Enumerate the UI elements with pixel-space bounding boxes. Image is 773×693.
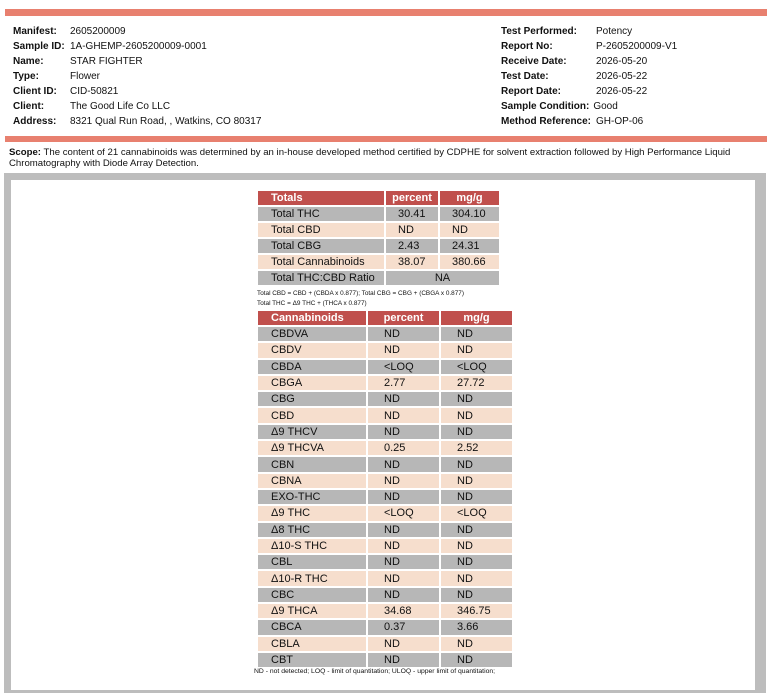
info-label: Manifest: (13, 26, 57, 37)
info-row (13, 24, 261, 39)
ratio-value: NA (386, 271, 499, 285)
info-label: Test Performed: (501, 26, 577, 37)
cannabinoid-mg: 2.52 (441, 441, 512, 455)
info-row (13, 69, 261, 84)
cannabinoid-name: CBL (258, 555, 366, 569)
cannabinoid-name: Δ9 THCA (258, 604, 366, 618)
totals-row (258, 255, 499, 269)
cannabinoid-mg: ND (441, 425, 512, 439)
cannabinoid-name: Δ9 THCV (258, 425, 366, 439)
cannabinoid-percent: ND (368, 343, 439, 357)
cannabinoid-percent: 0.37 (368, 620, 439, 634)
cannabinoid-name: CBNA (258, 474, 366, 488)
cannabinoid-name: Δ8 THC (258, 523, 366, 537)
totals-ratio-row (258, 271, 499, 285)
info-value: 8321 Qual Run Road, , Watkins, CO 80317 (70, 116, 262, 127)
info-label: Name: (13, 56, 44, 67)
info-value: P-2605200009-V1 (596, 41, 678, 52)
totals-percent: 2.43 (386, 239, 438, 253)
totals-row (258, 207, 499, 221)
middle-accent-bar (5, 136, 767, 142)
info-value: 1A-GHEMP-2605200009-0001 (70, 41, 207, 52)
cannabinoid-name: CBD (258, 408, 366, 422)
info-row (13, 54, 261, 69)
cannabinoid-row (258, 343, 512, 357)
cannabinoid-row (258, 376, 512, 390)
cannabinoid-mg: ND (441, 343, 512, 357)
cannabinoid-mg: <LOQ (441, 360, 512, 374)
info-label: Sample ID: (13, 41, 65, 52)
info-label: Address: (13, 116, 57, 127)
info-value: 2026-05-22 (596, 86, 648, 97)
cannabinoid-percent: 2.77 (368, 376, 439, 390)
cannabinoid-name: CBCA (258, 620, 366, 634)
ratio-label: Total THC:CBD Ratio (258, 271, 384, 285)
info-value: Good (593, 101, 618, 112)
cannabinoid-mg: 27.72 (441, 376, 512, 390)
cannabinoid-percent: 34.68 (368, 604, 439, 618)
cannabinoid-row (258, 523, 512, 537)
cannabinoid-percent: <LOQ (368, 360, 439, 374)
totals-mg: 304.10 (440, 207, 499, 221)
totals-name: Total CBD (258, 223, 384, 237)
cannabinoids-header-percent: percent (368, 311, 439, 325)
info-value: 2026-05-22 (596, 71, 648, 82)
cannabinoid-percent: ND (368, 327, 439, 341)
info-row (501, 54, 677, 69)
cannabinoid-row (258, 457, 512, 471)
cannabinoid-row (258, 408, 512, 422)
cannabinoid-percent: ND (368, 457, 439, 471)
cannabinoid-percent: ND (368, 555, 439, 569)
totals-row (258, 239, 499, 253)
info-label: Report No: (501, 41, 553, 52)
info-label: Test Date: (501, 71, 549, 82)
info-value: Potency (596, 26, 633, 37)
cannabinoid-mg: ND (441, 523, 512, 537)
totals-name: Total THC (258, 207, 384, 221)
info-label: Client ID: (13, 86, 57, 97)
info-row (501, 39, 677, 54)
info-value: CID-50821 (70, 86, 119, 97)
scope-label: Scope: (9, 147, 41, 158)
cannabinoid-mg: 346.75 (441, 604, 512, 618)
info-label: Type: (13, 71, 39, 82)
cannabinoid-percent: ND (368, 588, 439, 602)
cannabinoids-header-mg: mg/g (441, 311, 512, 325)
info-row (13, 99, 261, 114)
cannabinoid-mg: ND (441, 408, 512, 422)
cannabinoid-percent: ND (368, 637, 439, 651)
info-row (13, 39, 261, 54)
totals-row (258, 223, 499, 237)
cannabinoids-header-row (258, 311, 512, 325)
cannabinoid-name: CBDVA (258, 327, 366, 341)
totals-table (256, 189, 501, 287)
cannabinoid-mg: <LOQ (441, 506, 512, 520)
totals-name: Total Cannabinoids (258, 255, 384, 269)
cannabinoid-name: Δ9 THC (258, 506, 366, 520)
info-row (501, 99, 677, 114)
info-value: 2605200009 (70, 26, 126, 37)
cannabinoid-row (258, 490, 512, 504)
info-value: The Good Life Co LLC (70, 101, 171, 112)
cannabinoid-mg: ND (441, 457, 512, 471)
cannabinoid-mg: ND (441, 653, 512, 667)
cannabinoid-row (258, 588, 512, 602)
cannabinoid-name: CBDV (258, 343, 366, 357)
cannabinoid-name: CBLA (258, 637, 366, 651)
calculation-note-1: Total CBD = CBD + (CBDA x 0.877); Total CBG = CBG + (CBGA x 0.877) (257, 290, 464, 297)
totals-header-percent: percent (386, 191, 438, 205)
cannabinoid-row (258, 441, 512, 455)
info-value: STAR FIGHTER (70, 56, 143, 67)
cannabinoid-row (258, 555, 512, 569)
totals-header-mg: mg/g (440, 191, 499, 205)
info-label: Sample Condition: (501, 101, 590, 112)
cannabinoid-mg: ND (441, 588, 512, 602)
sample-info-left (13, 24, 261, 129)
info-row (501, 69, 677, 84)
scope-text: The content of 21 cannabinoids was determined by an in-house developed method certified by CDPHE for solvent extraction followed by High Performance Liquid Chromatography with Diode Array Detection. (9, 147, 731, 169)
totals-header-name: Totals (258, 191, 384, 205)
cannabinoid-row (258, 653, 512, 667)
cannabinoid-row (258, 506, 512, 520)
cannabinoid-mg: ND (441, 637, 512, 651)
cannabinoid-percent: ND (368, 653, 439, 667)
cannabinoid-name: Δ10-S THC (258, 539, 366, 553)
top-accent-bar (5, 9, 767, 16)
info-label: Method Reference: (501, 116, 592, 127)
info-label: Receive Date: (501, 56, 567, 67)
totals-name: Total CBG (258, 239, 384, 253)
cannabinoids-header-name: Cannabinoids (258, 311, 366, 325)
cannabinoid-percent: <LOQ (368, 506, 439, 520)
cannabinoid-mg: ND (441, 539, 512, 553)
cannabinoid-row (258, 425, 512, 439)
cannabinoid-row (258, 571, 512, 585)
cannabinoid-row (258, 604, 512, 618)
cannabinoids-table (256, 309, 514, 669)
info-label: Client: (13, 101, 45, 112)
cannabinoid-row (258, 474, 512, 488)
cannabinoid-name: Δ9 THCVA (258, 441, 366, 455)
totals-percent: 38.07 (386, 255, 438, 269)
calculation-note-2: Total THC = Δ9 THC + (THCA x 0.877) (257, 300, 367, 307)
cannabinoid-name: CBGA (258, 376, 366, 390)
totals-percent: 30.41 (386, 207, 438, 221)
cannabinoid-row (258, 327, 512, 341)
info-row (13, 84, 261, 99)
cannabinoid-percent: ND (368, 392, 439, 406)
cannabinoid-mg: ND (441, 392, 512, 406)
totals-mg: 380.66 (440, 255, 499, 269)
cannabinoid-mg: ND (441, 490, 512, 504)
cannabinoid-mg: ND (441, 571, 512, 585)
footnote: ND - not detected; LOQ - limit of quantitation; ULOQ - upper limit of quantitation; (254, 668, 496, 675)
info-row (501, 114, 677, 129)
cannabinoid-name: EXO-THC (258, 490, 366, 504)
info-value: GH-OP-06 (596, 116, 644, 127)
cannabinoid-percent: ND (368, 408, 439, 422)
calculation-notes (257, 289, 464, 309)
sample-info-right (501, 24, 677, 129)
scope-statement (9, 147, 749, 169)
cannabinoid-percent: ND (368, 571, 439, 585)
cannabinoid-percent: ND (368, 425, 439, 439)
cannabinoid-name: CBT (258, 653, 366, 667)
cannabinoid-percent: 0.25 (368, 441, 439, 455)
cannabinoid-mg: ND (441, 327, 512, 341)
info-row (501, 24, 677, 39)
info-row (13, 114, 261, 129)
totals-header-row (258, 191, 499, 205)
cannabinoid-name: Δ10-R THC (258, 571, 366, 585)
totals-mg: 24.31 (440, 239, 499, 253)
totals-mg: ND (440, 223, 499, 237)
info-value: Flower (70, 71, 101, 82)
totals-percent: ND (386, 223, 438, 237)
cannabinoid-name: CBDA (258, 360, 366, 374)
cannabinoid-mg: 3.66 (441, 620, 512, 634)
cannabinoid-mg: ND (441, 555, 512, 569)
cannabinoid-name: CBC (258, 588, 366, 602)
cannabinoid-row (258, 620, 512, 634)
info-row (501, 84, 677, 99)
cannabinoid-percent: ND (368, 474, 439, 488)
cannabinoid-percent: ND (368, 539, 439, 553)
cannabinoid-row (258, 539, 512, 553)
cannabinoid-name: CBN (258, 457, 366, 471)
info-value: 2026-05-20 (596, 56, 648, 67)
cannabinoid-row (258, 360, 512, 374)
info-label: Report Date: (501, 86, 562, 97)
cannabinoid-row (258, 392, 512, 406)
cannabinoid-mg: ND (441, 474, 512, 488)
cannabinoid-percent: ND (368, 490, 439, 504)
cannabinoid-row (258, 637, 512, 651)
cannabinoid-name: CBG (258, 392, 366, 406)
cannabinoid-percent: ND (368, 523, 439, 537)
